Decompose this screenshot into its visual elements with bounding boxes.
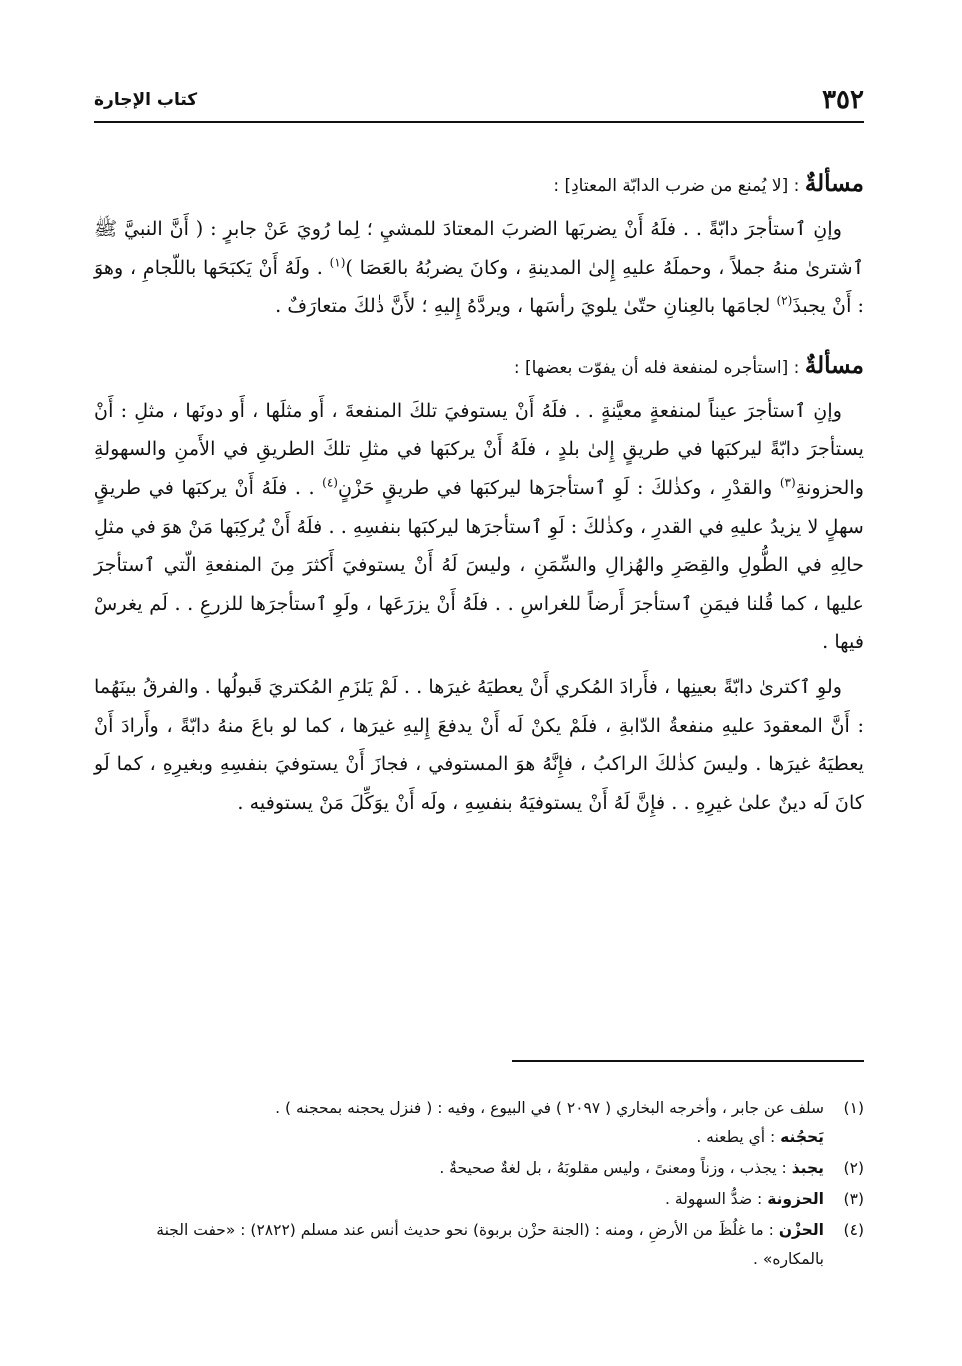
paragraph-text: وإنِ ٱستأجرَ عيناً لمنفعةٍ معيَّنةٍ . . فلَهُ أَنْ يستوفيَ تلكَ المنفعةَ ، أَو مثلَها ، أَو دونَها ، مثلِ : أَنْ يستأجرَ دابّةً ليركبَها في طريقٍ إِلىٰ بلدٍ ، فلَهُ أَنْ يركبَها في مثلِ تلكَ الطريقِ في الأَمنِ والسهولةِ والحزونةِ <box>94 398 864 499</box>
page-number: ٣٥٢ <box>822 85 864 115</box>
issue-label: مسألةٌ <box>804 170 864 197</box>
paragraph-text: وإنِ ٱستأجرَ دابّةً . . فلَهُ أَنْ يضربَها الضربَ المعتادَ للمشيِ ؛ لِما رُويَ عَنْ جابرٍ : ( أَنَّ النبيَّ ﷺ ٱشترىٰ منهُ جملاً ، وحملَهُ عليهِ إِلىٰ المدينةِ ، وكانَ يضربُهُ بالعَصَا ) <box>94 217 865 279</box>
footnote-term: يَحجُنه <box>780 1128 824 1146</box>
footnote-ref[interactable]: (٤) <box>322 475 338 490</box>
footnote-term: الحزونة <box>767 1190 824 1208</box>
paragraph-text: ولوِ ٱكترىٰ دابّةً بعينِها ، فأَرادَ المُكري أَنْ يعطيَهُ غيرَها . . لَمْ يَلزَمِ المُكتريَ قَبولُها . والفرقُ بينَهُما : أَنَّ المعقودَ عليهِ منفعةُ الدّابةِ ، فلَمْ يكنْ لَه أَنْ يدفعَ إِليهِ غيرَها ، كما لو باعَ منهُ دابّةً ، وأَرادَ أَنْ يعطيَهُ غيرَها . وليسَ كذٰلكَ الراكبُ ، فإِنَّهُ هوَ المستوفي ، فجازَ أَنْ يستوفيَ بنفسِهِ وبغيرِهِ ، كما لَو كانَ لَه دينٌ علىٰ غيرِهِ . . فإِنَّ لَهُ أَنْ يستوفيَهُ بنفسِهِ ، ولَه أَنْ يوَكِّلَ مَنْ يستوفيه . <box>94 674 864 814</box>
footnote-text: سلف عن جابر ، وأخرجه البخاري ( ٢٠٩٧ ) في البيوع ، وفيه : ( فنزل يحجنه بمحجنه ) . <box>275 1099 824 1117</box>
footnote <box>94 1185 864 1214</box>
footnotes <box>94 1094 864 1276</box>
issue-heading <box>94 162 864 208</box>
issue-heading <box>94 344 864 390</box>
footnote-ref[interactable]: (٣) <box>779 475 796 490</box>
footnote-body <box>94 1154 824 1183</box>
footnote-number: (٣) <box>843 1190 864 1208</box>
paragraph-text: لجامَها بالعِنانِ حتّىٰ يلويَ رأسَها ، ويردَّهُ إِليهِ ؛ لأَنَّ ذٰلكَ متعارَفٌ . <box>275 294 777 318</box>
footnote <box>94 1216 864 1274</box>
header-divider <box>94 121 864 123</box>
footnote-text: : ضدُّ السهولة . <box>664 1190 768 1208</box>
paragraph-text: . ولَهُ أَنْ يَكبَحَها باللّجامِ ، وهوَ : أَنْ يجبذَ <box>94 255 864 318</box>
footnote-term: الحزْن <box>778 1221 824 1239</box>
footnote-number: (٢) <box>843 1159 864 1177</box>
footnote <box>94 1154 864 1183</box>
paragraph <box>94 392 864 662</box>
footnote-body <box>94 1094 824 1152</box>
footnote-number: (٤) <box>843 1221 864 1239</box>
main-text <box>94 162 864 822</box>
book-title: كتاب الإجارة <box>94 90 198 110</box>
footnote-text: : يجذب ، وزناً ومعنىً ، وليس مقلوبَهُ ، بل لغةٌ صحيحةٌ . <box>439 1159 792 1177</box>
issue-title: : [استأجره لمنفعة فله أن يفوّت بعضها] : <box>513 357 805 378</box>
paragraph <box>94 210 864 326</box>
page-header <box>94 80 864 120</box>
issue-title: : [لا يُمنع من ضرب الدابّة المعتادِ] : <box>553 176 805 196</box>
footnote-term: يجبذ <box>791 1159 824 1177</box>
footnote <box>94 1094 864 1152</box>
footnote-ref[interactable]: (١) <box>329 255 346 270</box>
footnote-text: : أي يطعنه . <box>696 1128 781 1146</box>
footnote-divider <box>512 1060 864 1062</box>
spacer <box>94 326 864 344</box>
footnote-number: (١) <box>843 1099 864 1117</box>
footnote-body <box>94 1216 824 1274</box>
footnote-ref[interactable]: (٢) <box>776 293 793 308</box>
paragraph <box>94 668 864 822</box>
paragraph-text: . . فلَهُ أَنْ يركبَها في طريقٍ سهلٍ لا يزيدُ عليهِ في القدرِ ، وكذٰلكَ : لَوِ ٱستأجرَها ليركبَها بنفسِهِ . . فلَهُ أَنْ يُركِبَها مَنْ هوَ في مثلِ حالِهِ في الطُّولِ والقِصَرِ والهُزالِ والسِّمَنِ ، وليسَ لَهُ أَنْ يستوفيَ أَكثرَ مِنَ المنفعةِ الّتي ٱستأجرَ عليها ، كما قُلنا فيمَنِ ٱستأجرَ أَرضاً للغراسِ . . فلَهُ أَنْ يزرَعَها ، ولَوِ ٱستأجرَها للزرعِ . . لَم يغرسْ فيها . <box>94 475 864 654</box>
footnote-body <box>94 1185 824 1214</box>
footnote-text: : ما غلُظَ من الأرضِ ، ومنه : (الجنة حزْن بربوة) نحو حديث أنس عند مسلم (٢٨٢٢) : «حفت الجنة بالمكاره» . <box>156 1221 824 1268</box>
issue-label: مسألةٌ <box>804 351 864 379</box>
paragraph-text: والقدْرِ ، وكذٰلكَ : لَوِ ٱستأجرَها ليركبَها في طريقٍ حَزْنٍ <box>337 475 780 499</box>
